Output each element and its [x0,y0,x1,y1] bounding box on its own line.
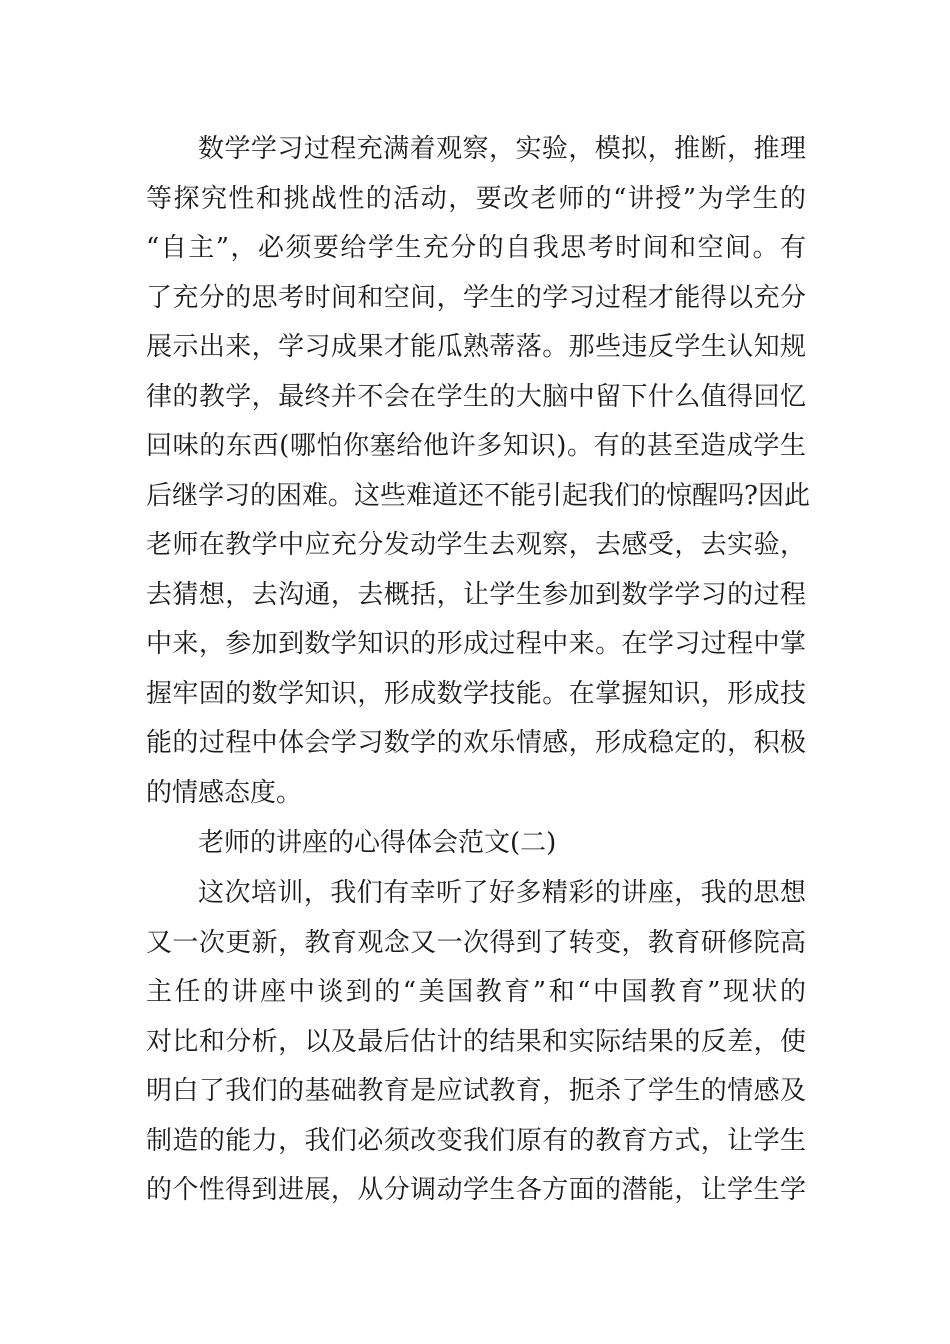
paragraph-line: 这次培训，我们有幸听了好多精彩的讲座，我的思想 [198,878,806,908]
paragraph-line: 了充分的思考时间和空间，学生的学习过程才能得以充分 [146,282,806,313]
paragraph-line: 握牢固的数学知识，形成数学技能。在掌握知识，形成技 [146,678,806,709]
section-heading [146,819,806,869]
paragraph-line: “自主”，必须要给学生充分的自我思考时间和空间。有 [146,233,806,263]
paragraph-2 [146,869,806,1216]
paragraph-line: 的个性得到进展，从分调动学生各方面的潜能，让学生学 [146,1175,806,1205]
paragraph-line: 对比和分析，以及最后估计的结果和实际结果的反差，使 [146,1026,806,1057]
paragraph-line: 后继学习的困难。这些难道还不能引起我们的惊醒吗?因此 [146,480,810,511]
paragraph-line: 老师在教学中应充分发动学生去观察，去感受，去实验， [146,530,806,560]
paragraph-line: 又一次更新，教育观念又一次得到了转变，教育研修院高 [146,927,806,958]
paragraph-line: 等探究性和挑战性的活动，要改老师的“讲授”为学生的 [146,183,806,214]
paragraph-line: 中来，参加到数学知识的形成过程中来。在学习过程中掌 [146,629,806,659]
paragraph-line: 展示出来，学习成果才能瓜熟蒂落。那些违反学生认知规 [146,332,806,362]
paragraph-line: 明白了我们的基础教育是应试教育，扼杀了学生的情感及 [146,1076,806,1106]
paragraph-line: 律的教学，最终并不会在学生的大脑中留下什么值得回忆 [146,381,806,412]
paragraph-line: 能的过程中体会学习数学的欢乐情感，形成稳定的，积极 [146,728,806,758]
section-heading-text: 老师的讲座的心得体会范文(二) [198,828,557,858]
paragraph-line: 的情感态度。 [146,777,303,808]
paragraph-line: 去猜想，去沟通，去概括，让学生参加到数学学习的过程 [146,579,806,610]
paragraph-line: 主任的讲座中谈到的“美国教育”和“中国教育”现状的 [146,977,806,1007]
paragraph-line: 制造的能力，我们必须改变我们原有的教育方式，让学生 [146,1125,806,1156]
paragraph-1 [146,125,810,818]
paragraph-line: 回味的东西(哪怕你塞给他许多知识)。有的甚至造成学生 [146,431,806,461]
paragraph-line: 数学学习过程充满着观察，实验，模拟，推断，推理 [198,134,806,164]
